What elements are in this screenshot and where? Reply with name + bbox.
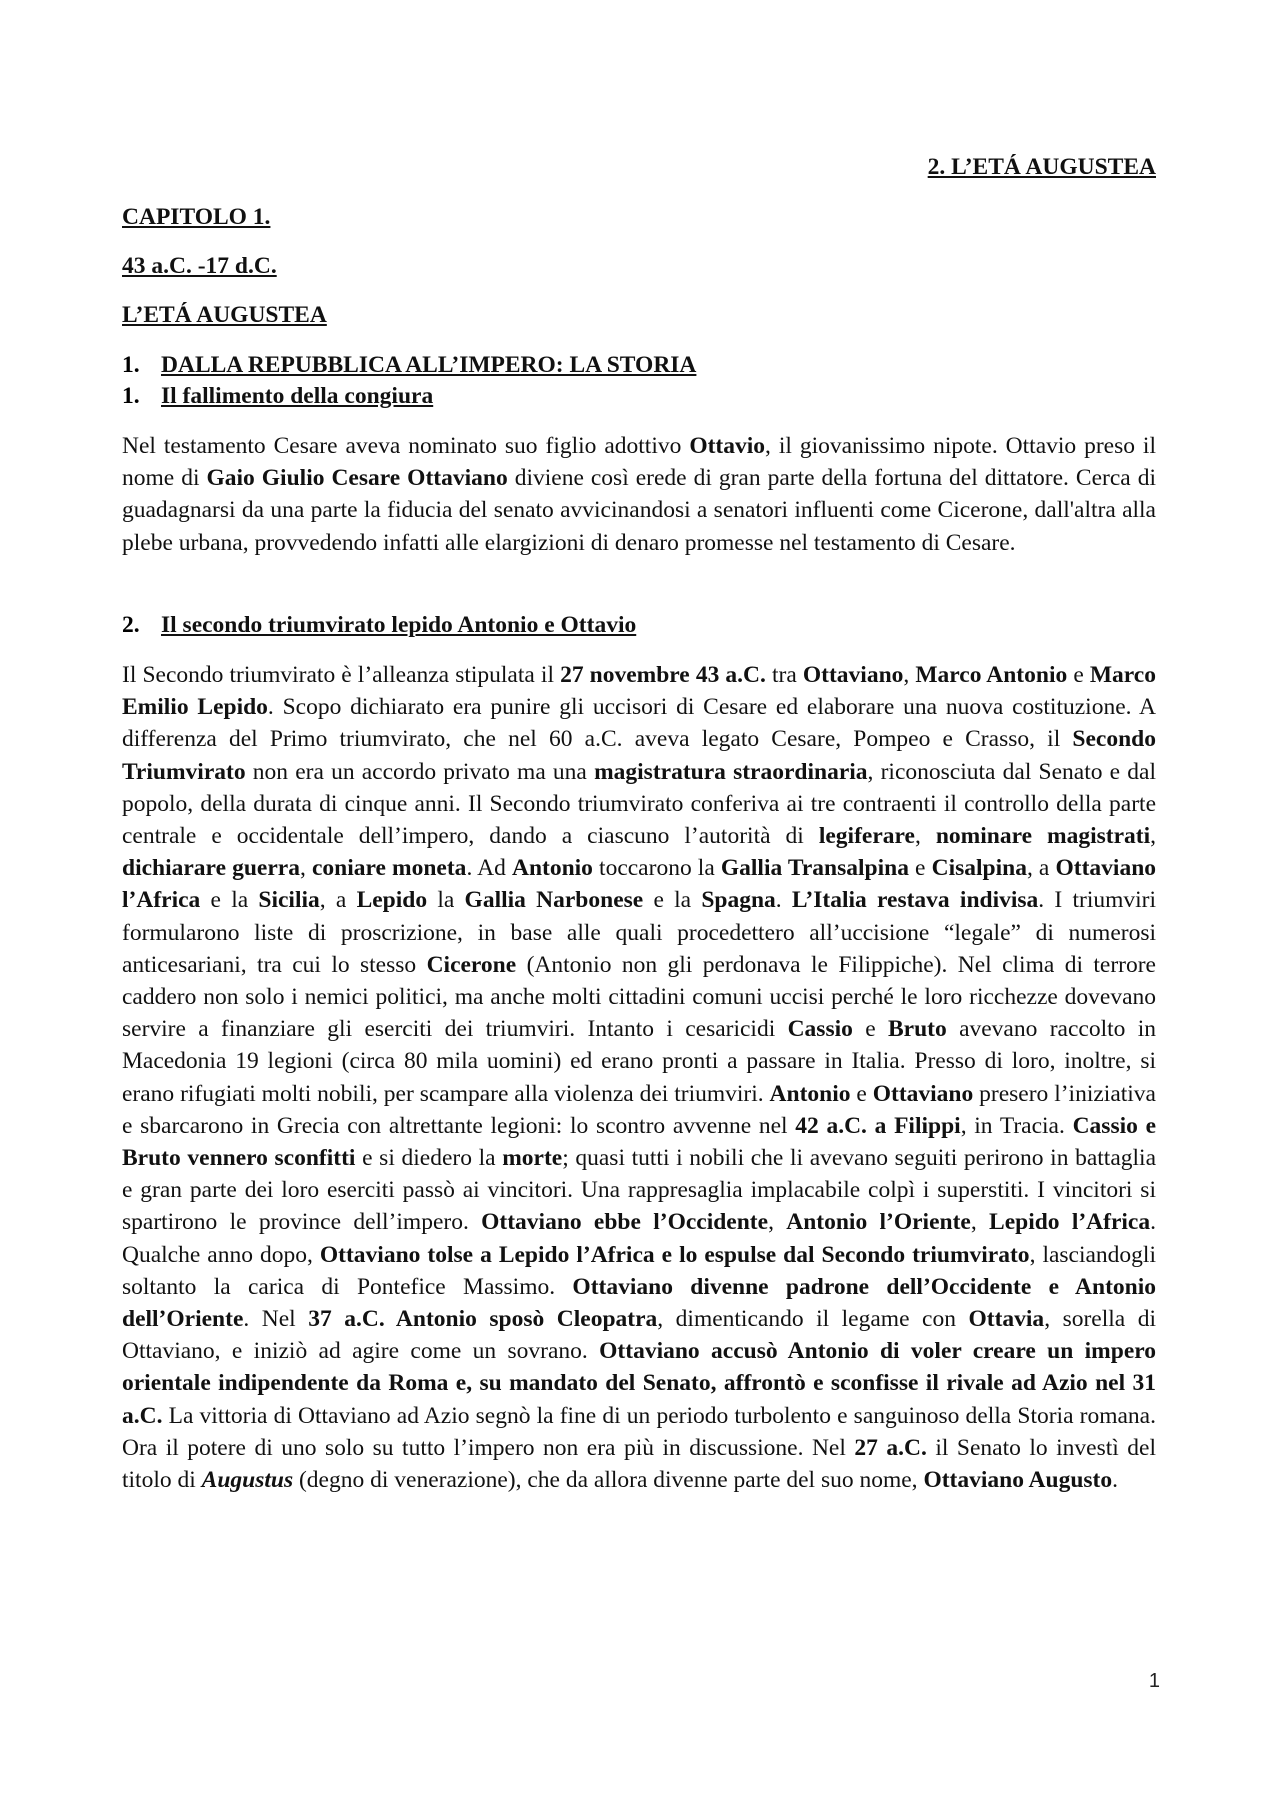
bold-run: L’Italia restava indivisa [791, 887, 1039, 914]
text-run: , a [319, 887, 357, 914]
bold-run: 42 a.C. a Filippi [795, 1112, 961, 1139]
bold-run: Bruto [887, 1016, 947, 1043]
bold-run: Lepido [356, 887, 428, 914]
text-run: Nel testamento Cesare aveva nominato suo figlio adottivo [122, 433, 690, 459]
text-run: , il giovanissimo nipote. Ottavio preso il nome di [122, 433, 1156, 492]
text-run: , [970, 1209, 990, 1236]
text-run: la [427, 887, 465, 914]
bold-run: Cisalpina [931, 855, 1027, 882]
chapter-title: L’ETÁ AUGUSTEA [122, 302, 327, 328]
text-run: toccarono la [592, 855, 721, 882]
bold-run: Ottaviano l’Africa [122, 855, 1157, 914]
text-run: e [850, 1080, 873, 1107]
text-run: e [1067, 662, 1090, 688]
bold-run: Antonio l’Oriente [786, 1209, 971, 1236]
bold-run: morte [502, 1145, 563, 1172]
text-run: e [908, 855, 932, 882]
bold-run: Antonio [769, 1080, 851, 1107]
text-run: . I triumviri formularono liste di proscrizione, in base alle quali procedettero all’uccisione “legale” di numerosi anticesariani, tra cui lo stesso [122, 887, 1157, 978]
bold-run: Cassio [787, 1016, 853, 1043]
bold-run: Secondo Triumvirato [122, 726, 1156, 785]
chapter-dates: 43 a.C. -17 d.C. [122, 253, 277, 279]
text-run: . Scopo dichiarato era punire gli uccisori di Cesare ed elaborare una nuova costituzione. A differenza del Primo triumvirato, che nel 60 a.C. aveva legato Cesare, Pompeo e Crasso, il [122, 694, 1156, 753]
bold-run: Ottaviano accusò Antonio di voler creare un impero orientale indipendente da Roma e, su mandato del Senato, affrontò e sconfisse il rivale ad Azio nel 31 a.C. [122, 1338, 1157, 1429]
bold-run: Ottaviano ebbe l’Occidente [481, 1209, 769, 1236]
bold-run: Lepido l’Africa [989, 1209, 1151, 1236]
text-run: , [768, 1209, 787, 1236]
bold-run: 37 a.C. Antonio sposò Cleopatra [308, 1306, 658, 1333]
text-run: tra [765, 662, 803, 688]
text-run: Il Secondo triumvirato è l’alleanza stipulata il [122, 662, 561, 688]
text-run: , [299, 855, 312, 882]
header-title: 2. L’ETÁ AUGUSTEA [927, 154, 1156, 180]
text-run: . Ad [466, 855, 512, 882]
text-run: , [914, 823, 936, 850]
text-run: e la [643, 887, 702, 914]
bold-run: Cassio e Bruto vennero sconfitti [122, 1112, 1156, 1172]
text-run: e la [200, 887, 259, 914]
bold-run: Sicilia [258, 887, 320, 914]
text-run: , sorella di Ottaviano, e iniziò ad agire come un sovrano. [122, 1306, 1157, 1365]
bold-run: Ottaviano divenne padrone dell’Occidente e Antonio dell’Oriente [122, 1273, 1156, 1333]
bold-run: Gallia Narbonese [464, 887, 644, 914]
text-run: e si diedero la [355, 1145, 503, 1172]
text-run: . Nel [243, 1306, 309, 1333]
text-run: , [1150, 823, 1157, 850]
bold-run: legiferare [818, 823, 915, 850]
text-run: . Qualche anno dopo, [122, 1209, 1156, 1268]
bold-run: Ottaviano [802, 662, 904, 688]
bold-run: Ottaviano [872, 1080, 974, 1107]
bold-run: coniare moneta [311, 855, 467, 882]
text-run: , riconosciuta dal Senato e dal popolo, della durata di cinque anni. Il Secondo triumvirato conferiva ai tre contraenti il controllo della parte centrale e occidentale dell’impero, dando a ciascuno l’autorità di [122, 758, 1156, 850]
paragraph-2 [122, 659, 1156, 1496]
bold-run: Ottaviano Augusto [923, 1467, 1113, 1494]
bold-run: magistratura straordinaria [594, 758, 868, 785]
text-run: La vittoria di Ottaviano ad Azio segnò la fine di un periodo turbolento e sanguinoso della Storia romana. Ora il potere di uno solo su tutto l’impero non era più in discussione. Nel [122, 1402, 1156, 1461]
bold-run: Marco Antonio [915, 662, 1068, 688]
text-run: , lasciandogli soltanto la carica di Pontefice Massimo. [122, 1241, 1156, 1300]
text-run: , a [1026, 855, 1056, 882]
text-run: il Senato lo investì del titolo di [122, 1434, 1156, 1494]
bold-run: Augustus [201, 1467, 294, 1494]
text-run: diviene così erede di gran parte della fortuna del dittatore. Cerca di guadagnarsi da una parte la fiducia del senato avvicinandosi a senatori influenti come Cicerone, dall'altra alla plebe urbana, provvedendo infatti alle elargizioni di denaro promesse nel testamento di Cesare. [122, 465, 1156, 556]
bold-run: Ottavio [689, 433, 766, 459]
bold-run: Gallia Transalpina [720, 855, 909, 882]
subsection-2-title: Il secondo triumvirato lepido Antonio e Ottavio [161, 612, 637, 638]
bold-run: Gaio Giulio Cesare Ottaviano [206, 465, 508, 492]
text-run: (Antonio non gli perdonava le Filippiche). Nel clima di terrore caddero non solo i nemici politici, ma anche molti cittadini comuni uccisi perché le loro ricchezze dovevano servire a finanziare gli eserciti dei triumviri. Intanto i cesaricidi [122, 951, 1156, 1043]
text-run: ; quasi tutti i nobili che li avevano seguiti perirono in battaglia e gran parte dei loro eserciti passò ai vincitori. Una rappresaglia implacabile colpì i superstiti. I vincitori si spartirono le province dell’impero. [122, 1145, 1156, 1236]
text-run: presero l’iniziativa e sbarcarono in Grecia con altrettante legioni: lo scontro avvenne nel [122, 1080, 1156, 1139]
text-run: non era un accordo privato ma una [245, 758, 595, 785]
subsection-1-number: 1. [122, 383, 140, 409]
bold-run: 27 novembre 43 a.C. [560, 662, 766, 688]
text-run: avevano raccolto in Macedonia 19 legioni (circa 80 mila uomini) ed erano pronti a passare in Italia. Presso di loro, inoltre, si erano rifugiati molti nobili, per scampare alla violenza dei triumviri. [122, 1016, 1156, 1107]
bold-run: Ottaviano tolse a Lepido l’Africa e lo espulse dal Secondo triumvirato [319, 1241, 1030, 1268]
text-run: , dimenticando il legame con [657, 1306, 969, 1333]
section-title: DALLA REPUBBLICA ALL’IMPERO: LA STORIA [161, 352, 697, 378]
page-number: 1 [1148, 1670, 1160, 1692]
bold-run: Cicerone [426, 951, 517, 978]
subsection-2-number: 2. [122, 612, 140, 638]
paragraph-1 [122, 430, 1156, 559]
section-number: 1. [122, 352, 140, 378]
text-run: , [903, 662, 916, 688]
text-run: e [852, 1016, 888, 1043]
text-run: , in Tracia. [960, 1112, 1073, 1139]
subsection-1-title: Il fallimento della congiura [161, 383, 434, 409]
text-run: . [775, 887, 792, 914]
text-run: (degno di venerazione), che da allora divenne parte del suo nome, [293, 1467, 924, 1494]
text-run: . [1112, 1467, 1119, 1494]
bold-run: Marco Emilio Lepido [122, 662, 1156, 721]
chapter-label: CAPITOLO 1. [122, 204, 271, 230]
bold-run: Ottavia [968, 1306, 1045, 1333]
bold-run: dichiarare guerra [122, 855, 300, 882]
bold-run: nominare magistrati [935, 823, 1151, 850]
bold-run: Antonio [511, 855, 593, 882]
bold-run: 27 a.C. [854, 1434, 927, 1461]
bold-run: Spagna [701, 887, 776, 914]
